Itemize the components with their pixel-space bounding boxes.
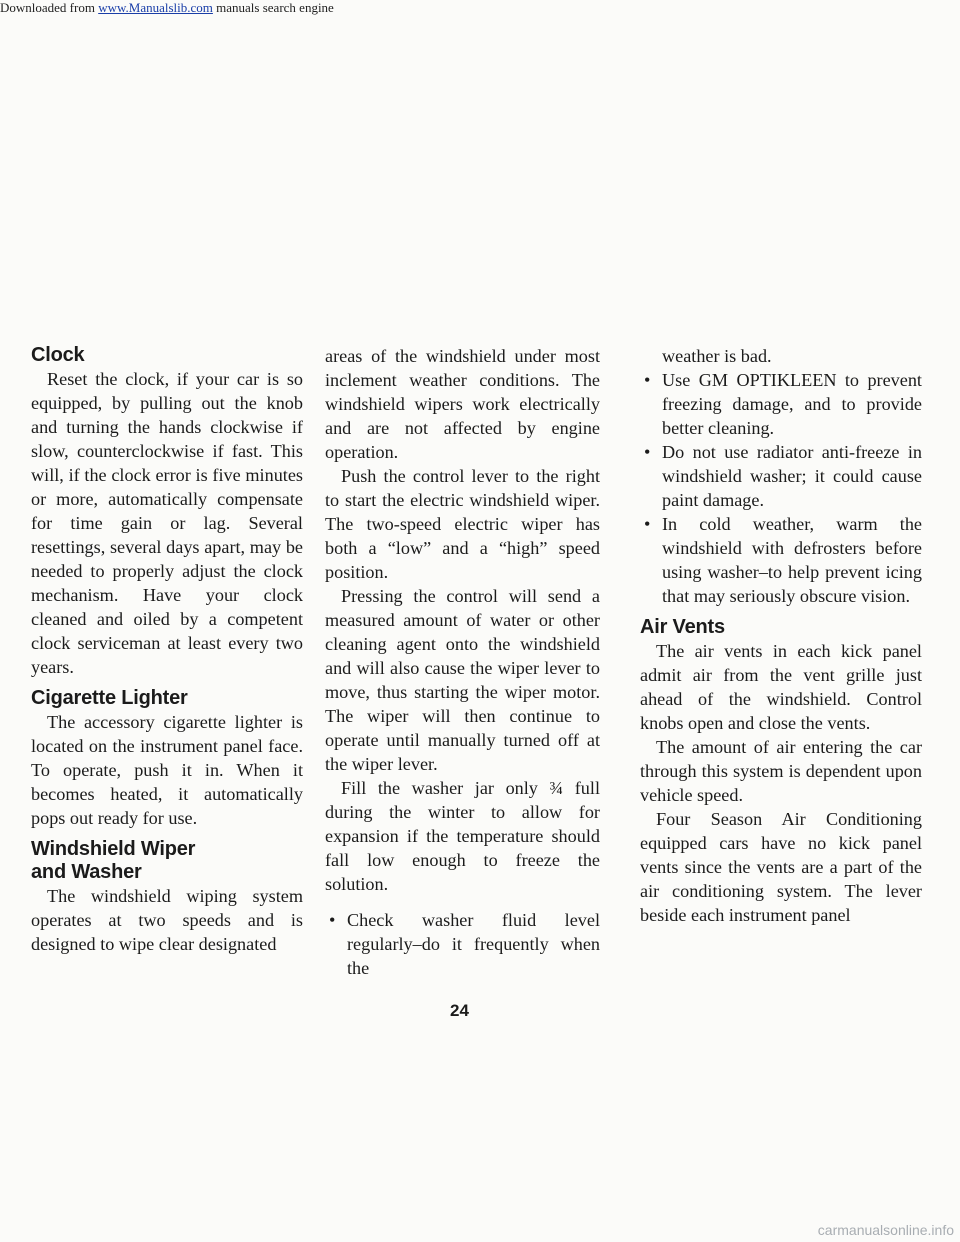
- air-vents-paragraph-2: The amount of air entering the car through this system is dependent upon vehicle speed.: [640, 737, 922, 805]
- clock-heading: Clock: [31, 344, 85, 366]
- cold-weather-bullet: • In cold weather, warm the windshield with defrosters before using washer–to help prevent icing that may seriously obscure vision.: [640, 512, 922, 608]
- antifreeze-bullet: • Do not use radiator anti-freeze in windshield washer; it could cause paint damage.: [640, 440, 922, 512]
- page-number: 24: [450, 1001, 469, 1020]
- cigarette-lighter-paragraph: The accessory cigarette lighter is located on the instrument panel face. To operate, push it in. When it becomes heated, it automatically pops out ready for use.: [31, 712, 303, 828]
- bullet-continuation: weather is bad.: [662, 346, 772, 366]
- manualslib-link[interactable]: www.Manualslib.com: [98, 0, 213, 15]
- column-right: [640, 344, 922, 927]
- wiper-continued-paragraph: areas of the windshield under most inclement weather conditions. The windshield wipers work electrically and are not affected by engine operation.: [325, 346, 600, 462]
- windshield-wiper-heading-line2: and Washer: [31, 861, 142, 883]
- header-suffix: manuals search engine: [212, 0, 334, 15]
- clock-paragraph: Reset the clock, if your car is so equipped, by pulling out the knob and turning the hands clockwise if slow, counterclockwise if fast. This will, if the clock error is five minutes or more, automatically compensate for time gain or lag. Several resettings, several days apart, may be needed to properly adjust the clock mechanism. Have your clock cleaned and oiled by a competent clock serviceman at least every two years.: [31, 369, 303, 677]
- washer-bullet-list: [325, 908, 600, 980]
- air-vents-paragraph-3: Four Season Air Conditioning equipped cars have no kick panel vents since the vents are a part of the air conditioning system. The lever beside each instrument panel: [640, 809, 922, 925]
- column-middle: [325, 344, 600, 980]
- cigarette-lighter-heading: Cigarette Lighter: [31, 687, 188, 709]
- control-lever-paragraph: Push the control lever to the right to start the electric windshield wiper. The two-speed electric wiper has both a “low” and a “high” speed position.: [325, 466, 600, 582]
- optikleen-bullet: • Use GM OPTIKLEEN to prevent freezing damage, and to provide better cleaning.: [640, 368, 922, 440]
- air-vents-paragraph-1: The air vents in each kick panel admit air from the vent grille just ahead of the windshield. Control knobs open and close the vents.: [640, 641, 922, 733]
- download-header: [0, 0, 334, 16]
- washer-tips-list: [640, 368, 922, 608]
- header-prefix: Downloaded from: [0, 0, 99, 15]
- windshield-wiper-paragraph: The windshield wiping system operates at two speeds and is designed to wipe clear designated: [31, 886, 303, 954]
- watermark-logo: carmanualsonline.info: [817, 1222, 954, 1238]
- washer-jar-paragraph: Fill the washer jar only ¾ full during the winter to allow for expansion if the temperature should fall low enough to freeze the solution.: [325, 778, 600, 894]
- washer-fluid-bullet: • Check washer fluid level regularly–do it frequently when the: [325, 908, 600, 980]
- windshield-wiper-heading-line1: Windshield Wiper: [31, 838, 196, 860]
- washer-control-paragraph: Pressing the control will send a measured amount of water or other cleaning agent onto the windshield and will also cause the wiper lever to move, thus starting the wiper motor. The wiper will then continue to operate until manually turned off at the wiper lever.: [325, 586, 600, 774]
- air-vents-heading: Air Vents: [640, 616, 725, 638]
- column-left: [31, 344, 303, 956]
